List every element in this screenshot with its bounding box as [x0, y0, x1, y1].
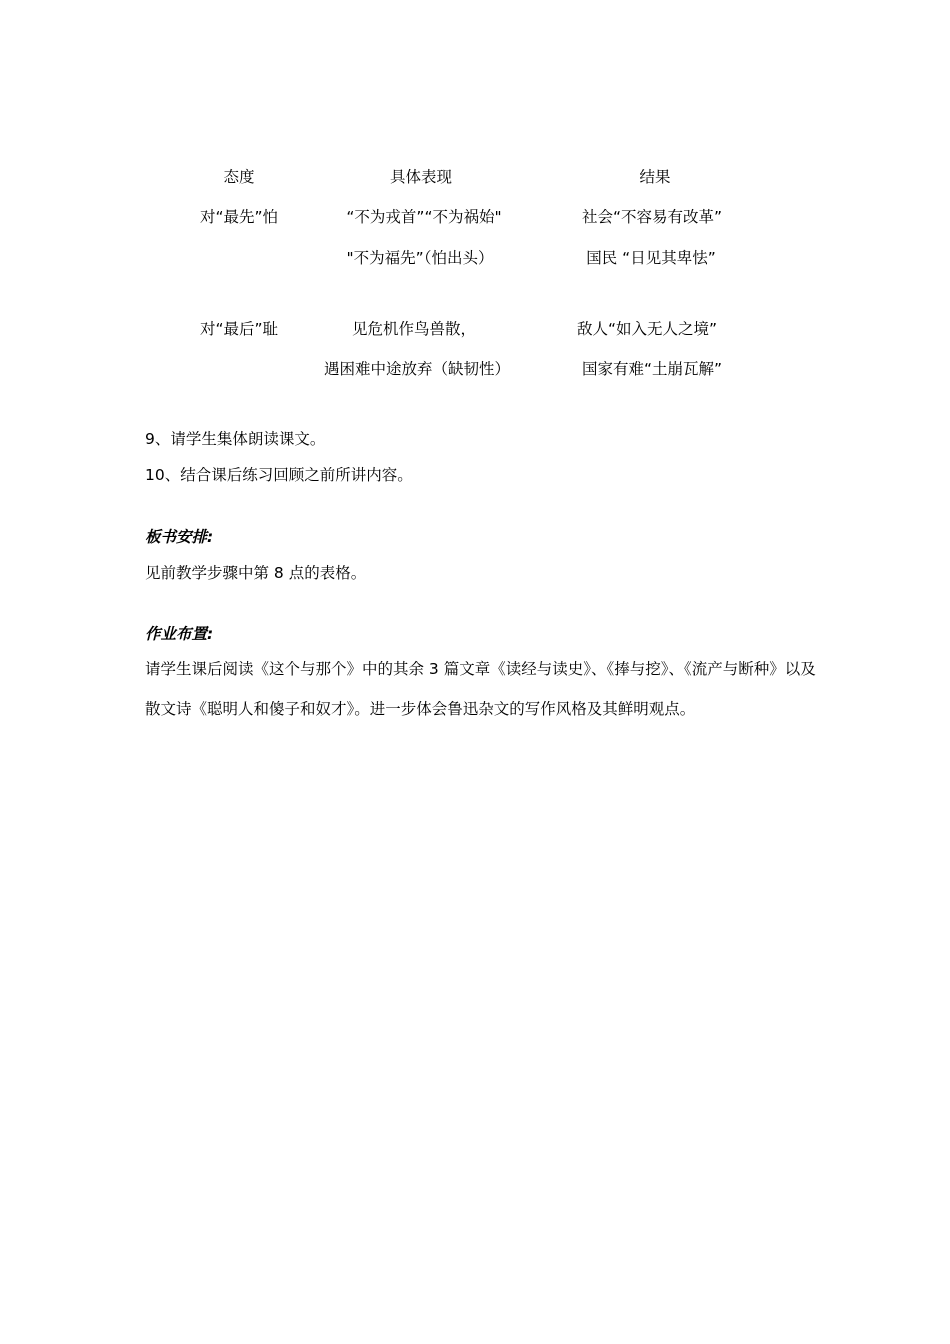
- step-9: 9、请学生集体朗读课文。: [145, 430, 326, 448]
- table-row2-result-line1: 敌人“如入无人之境”: [576, 320, 718, 338]
- table-header-attitude: 态度: [223, 168, 255, 186]
- board-heading: 板书安排:: [145, 528, 214, 546]
- table-row2-attitude: 对“最后”耻: [199, 320, 279, 338]
- table-header-behavior: 具体表现: [389, 168, 453, 186]
- table-row2-behavior-line2: 遇困难中途放弃（缺韧性）: [323, 360, 511, 378]
- table-row2-behavior-line1: 见危机作鸟兽散，: [351, 320, 477, 338]
- table-header-result: 结果: [639, 168, 671, 186]
- homework-paragraph: 请学生课后阅读《这个与那个》中的其余 3 篇文章《读经与读史》、《捧与挖》、《流产与断种》以及散文诗《聪明人和傻子和奴才》。进一步体会鲁迅杂文的写作风格及其鲜明观点。: [145, 660, 816, 718]
- table-row1-behavior-line2: "不为福先”（怕出头）: [346, 249, 494, 267]
- table-row1-result-line2: 国民 “日见其卑怯”: [586, 249, 716, 267]
- step-10: 10、结合课后练习回顾之前所讲内容。: [145, 466, 413, 484]
- table-row1-behavior-line1: “不为戎首”“不为祸始": [346, 208, 502, 226]
- homework-heading: 作业布置:: [145, 625, 214, 643]
- table-row1-attitude: 对“最先”怕: [199, 208, 279, 226]
- table-row2-result-line2: 国家有难“土崩瓦解”: [581, 360, 723, 378]
- table-row1-result-line1: 社会“不容易有改革”: [581, 208, 723, 226]
- board-text: 见前教学步骤中第 8 点的表格。: [145, 564, 367, 582]
